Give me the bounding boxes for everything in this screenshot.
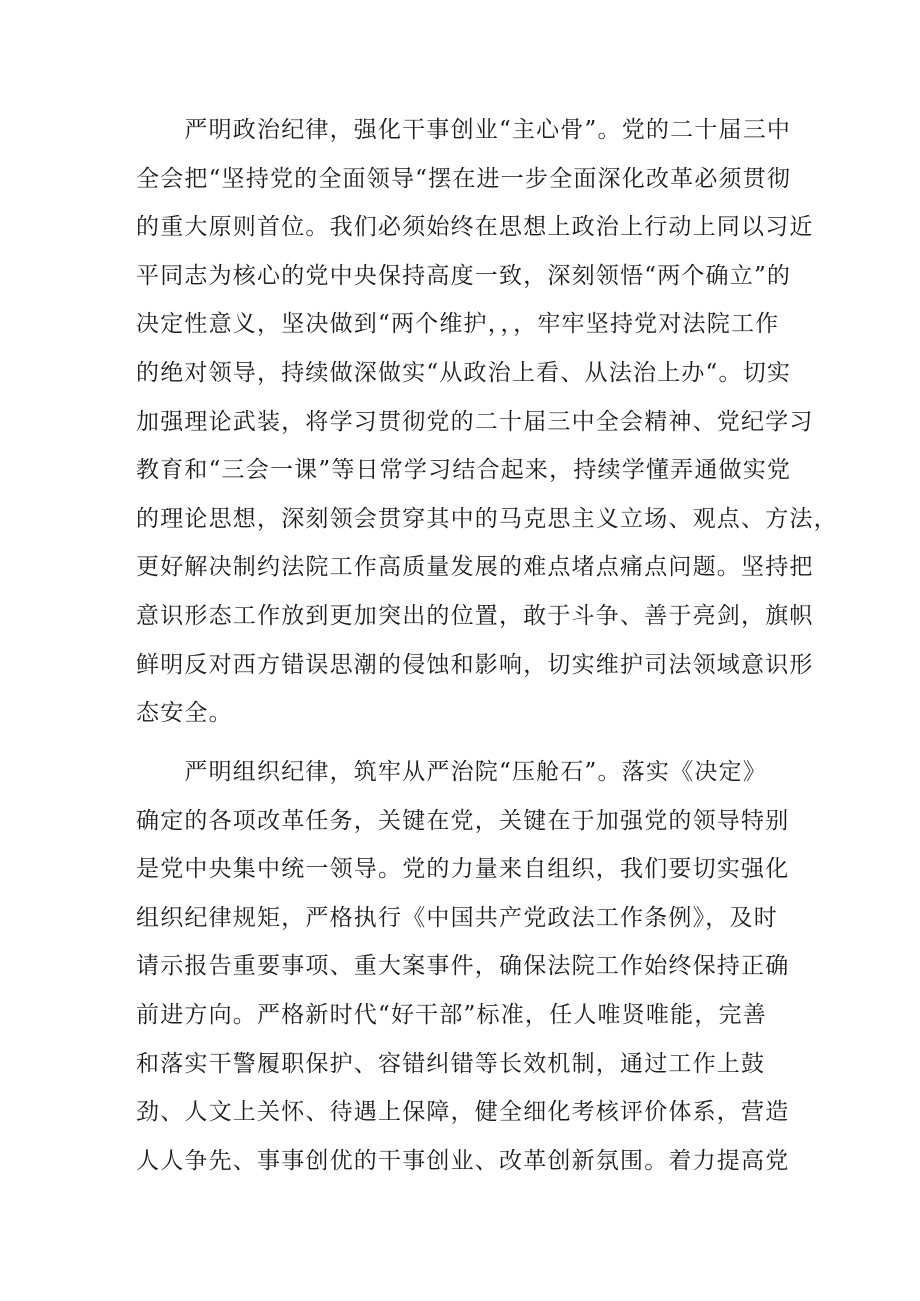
text-line: 态安全。 — [136, 700, 233, 727]
text-line: 加强理论武装，将学习贯彻党的二十届三中全会精神、党纪学习 — [136, 408, 814, 435]
text-line: 前进方向。严格新时代“好干部”标准，任人唯贤唯能，完善 — [136, 1001, 767, 1028]
text-line: 更好解决制约法院工作高质量发展的难点堵点痛点问题。坚持把 — [136, 554, 814, 581]
text-line: 人人争先、事事创优的干事创业、改革创新氛围。着力提高党 — [136, 1147, 790, 1174]
text-line: 决定性意义，坚决做到“两个维护，，，牢牢坚持党对法院工作 — [136, 311, 780, 338]
text-line: 全会把“坚持党的全面领导“摆在进一步全面深化改革必须贯彻 — [136, 165, 792, 192]
text-line: 的绝对领导，持续做深做实“从政治上看、从法治上办“。切实 — [136, 359, 792, 386]
text-line: 组织纪律规矩，严格执行《中国共产党政法工作条例》，及时 — [136, 904, 778, 931]
text-line: 平同志为核心的党中央保持高度一致，深刻领悟“两个确立”的 — [136, 262, 792, 289]
text-line: 是党中央集中统一领导。党的力量来自组织，我们要切实强化 — [136, 856, 790, 883]
text-line: 的理论思想，深刻领会贯穿其中的马克思主义立场、观点、方法， — [136, 505, 838, 532]
text-line: 劲、人文上关怀、待遇上保障，健全细化考核评价体系，营造 — [136, 1099, 790, 1126]
text-line: 请示报告重要事项、重大案事件，确保法院工作始终保持正确 — [136, 953, 790, 980]
text-line: 和落实干警履职保护、容错纠错等长效机制，通过工作上鼓 — [136, 1050, 766, 1077]
text-line: 鲜明反对西方错误思潮的侵蚀和影响，切实维护司法领域意识形 — [136, 651, 814, 678]
paragraph-political-discipline — [136, 106, 838, 738]
text-line: 确定的各项改革任务，关键在党，关键在于加强党的领导特别 — [136, 807, 790, 834]
paragraph-organizational-discipline — [136, 748, 796, 1185]
text-line: 严明政治纪律，强化干事创业“主心骨”。党的二十届三中 — [136, 117, 792, 143]
text-line: 教育和“三会一课”等日常学习结合起来，持续学懂弄通做实党 — [136, 457, 792, 484]
text-line: 严明组织纪律，筑牢从严治院“压舱石”。落实《决定》 — [136, 759, 767, 785]
text-line: 意识形态工作放到更加突出的位置，敢于斗争、善于亮剑，旗帜 — [136, 602, 814, 629]
text-line: 的重大原则首位。我们必须始终在思想上政治上行动上同以习近 — [136, 214, 814, 241]
